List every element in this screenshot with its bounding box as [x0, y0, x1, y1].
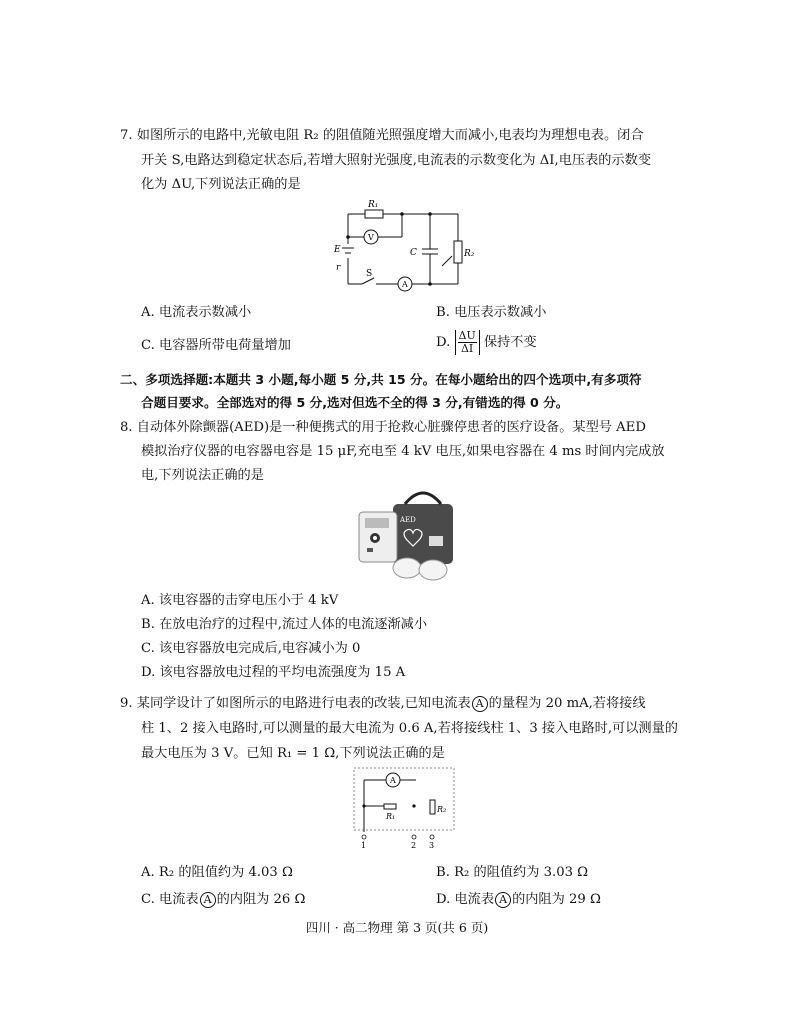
q9-diagram-r2-label: R₂ — [437, 805, 447, 814]
q7-stem-line2: 开关 S,电路达到稳定状态后,若增大照射光强度,电流表的示数变化为 ΔI,电压表的示数变 — [141, 153, 652, 168]
terminal-2-label[interactable]: 2 — [411, 841, 417, 850]
q7-option-d-prefix: D. — [436, 335, 451, 350]
q7-option-d-suffix: 保持不变 — [483, 335, 537, 350]
q7-diagram-ammeter-label: A — [402, 280, 408, 289]
q7-diagram-internal-r-label: r — [336, 263, 341, 273]
q7-diagram-r2-label: R₂ — [464, 249, 475, 259]
q7-option-a: A. 电流表示数减小 — [141, 305, 252, 320]
ammeter-symbol: A — [472, 696, 488, 712]
page-footer: 四川 · 高二物理 第 3 页(共 6 页) — [305, 920, 489, 935]
ammeter-symbol: A — [200, 892, 216, 908]
q9-circuit-diagram — [350, 766, 460, 856]
q7-option-d-fraction — [458, 330, 477, 355]
q9-stem-line3: 最大电压为 3 V。已知 R₁ = 1 Ω,下列说法正确的是 — [141, 746, 445, 761]
q9-diagram-ammeter-label: A — [390, 776, 396, 785]
q9-option-d-a: D. 电流表 — [436, 892, 495, 907]
q8-stem-line2: 模拟治疗仪器的电容器电容是 15 μF,充电至 4 kV 电压,如果电容器在 4 ms 时间内完成放 — [141, 444, 665, 459]
section2-heading-line1: 二、多项选择题:本题共 3 小题,每小题 5 分,共 15 分。在每小题给出的四个选项中,有多项符 — [120, 372, 642, 387]
q9-stem-line1 — [120, 695, 646, 713]
q7-option-b: B. 电压表示数减小 — [436, 305, 547, 320]
aed-device-image — [355, 488, 465, 584]
q7-circuit-diagram — [330, 196, 480, 296]
terminal-1-label[interactable]: 1 — [361, 841, 367, 850]
q9-option-a: A. R₂ 的阻值约为 4.03 Ω — [141, 865, 293, 880]
q7-option-c: C. 电容器所带电荷量增加 — [141, 338, 291, 353]
q9-diagram-r1-label: R₁ — [386, 812, 396, 821]
aed-bag-label: AED — [400, 516, 416, 524]
q8-option-c: C. 该电容器放电完成后,电容减小为 0 — [141, 641, 361, 656]
q7-option-d-numerator: ΔU — [458, 329, 476, 342]
q8-option-d: D. 该电容器放电过程的平均电流强度为 15 A — [141, 665, 406, 680]
section2-heading-line2: 合题目要求。全部选对的得 5 分,选对但选不全的得 3 分,有错选的得 0 分。 — [141, 395, 569, 410]
q7-diagram-c-label: C — [410, 248, 417, 258]
q9-option-c-a: C. 电流表 — [141, 892, 199, 907]
q7-option-d-abs — [455, 330, 480, 355]
q7-diagram-emf-label: E — [334, 245, 341, 255]
q9-stem-line2: 柱 1、2 接入电路时,可以测量的最大电流为 0.6 A,若将接线柱 1、3 接入电路时,可以测量的 — [141, 721, 678, 736]
q8-option-b: B. 在放电治疗的过程中,流过人体的电流逐渐减小 — [141, 617, 428, 632]
q9-option-c — [141, 891, 305, 909]
q7-diagram-voltmeter-label: V — [368, 233, 374, 242]
q8-stem-line1: 8. 自动体外除颤器(AED)是一种便携式的用于抢救心脏骤停患者的医疗设备。某型号 AED — [120, 420, 646, 435]
q9-stem-line1-b: 的量程为 20 mA,若将接线 — [488, 696, 646, 711]
ammeter-symbol: A — [495, 892, 511, 908]
q8-option-a: A. 该电容器的击穿电压小于 4 kV — [141, 593, 339, 608]
q7-diagram-r1-label: R₁ — [368, 200, 379, 210]
q9-option-d — [436, 891, 601, 909]
q8-stem-line3: 电,下列说法正确的是 — [141, 468, 264, 483]
q9-option-b: B. R₂ 的阻值约为 3.03 Ω — [436, 865, 589, 880]
q7-diagram-switch-label: S — [366, 269, 373, 279]
q9-stem-line1-a: 9. 某同学设计了如图所示的电路进行电表的改装,已知电流表 — [120, 696, 471, 711]
q7-stem-line3: 化为 ΔU,下列说法正确的是 — [141, 177, 301, 192]
terminal-3-label[interactable]: 3 — [429, 841, 435, 850]
q7-stem-line1: 7. 如图所示的电路中,光敏电阻 R₂ 的阻值随光照强度增大而减小,电表均为理想电表。闭合 — [120, 128, 644, 143]
q7-option-d — [436, 330, 537, 362]
q9-option-d-b: 的内阻为 29 Ω — [512, 892, 601, 907]
q7-option-d-denominator: ΔI — [460, 342, 474, 355]
q9-option-c-b: 的内阻为 26 Ω — [216, 892, 306, 907]
